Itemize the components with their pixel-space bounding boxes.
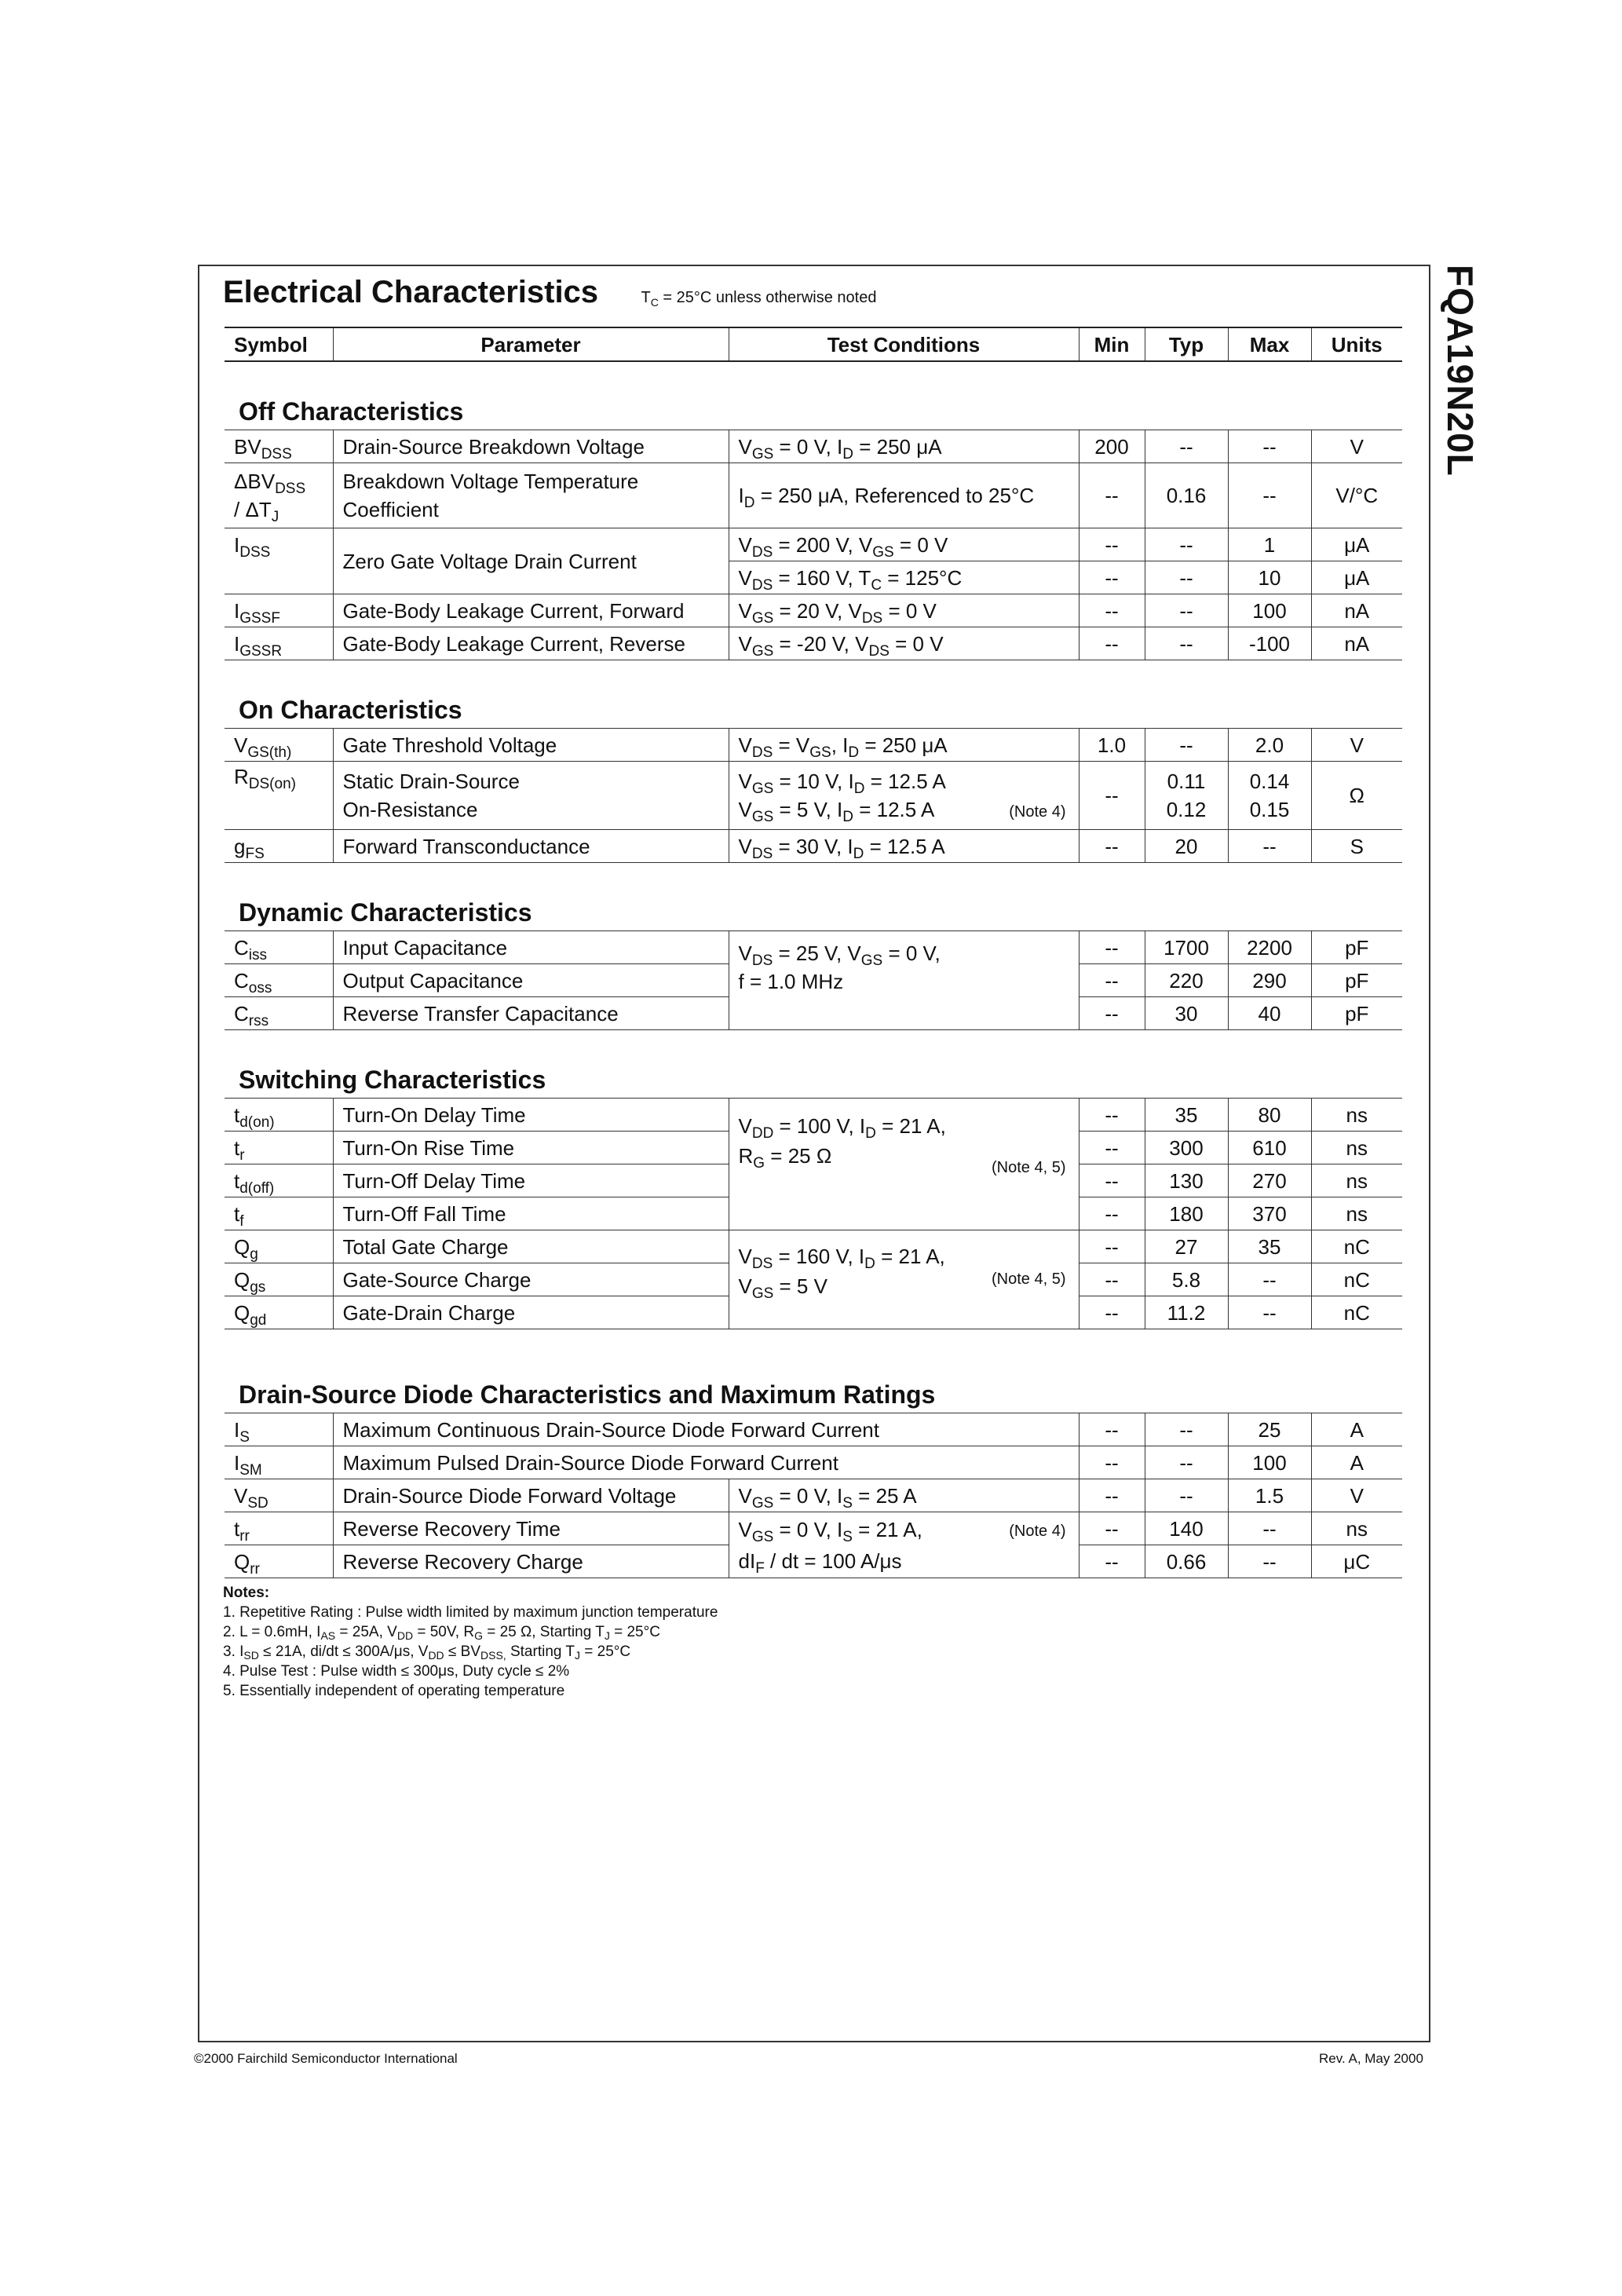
max-cell: 25 <box>1228 1413 1311 1446</box>
min-cell: 1.0 <box>1079 729 1145 762</box>
table-row <box>225 1230 1402 1263</box>
max-cell: 1.5 <box>1228 1479 1311 1512</box>
symbol-cell: $Q_g$ <box>225 1230 333 1263</box>
min-cell: -- <box>1079 1099 1145 1132</box>
unit-cell: nC <box>1311 1296 1402 1329</box>
unit-cell: A <box>1311 1413 1402 1446</box>
part-number: FQA19N20L <box>1440 265 1481 477</box>
unit-cell: nC <box>1311 1263 1402 1296</box>
max-cell: -- <box>1228 1263 1311 1296</box>
parameter-cell: Input Capacitance <box>333 931 729 964</box>
section-switching <box>225 1030 1402 1099</box>
parameter-cell: Gate-Body Leakage Current, Forward <box>333 594 729 627</box>
unit-cell: nA <box>1311 627 1402 660</box>
unit-cell: μC <box>1311 1545 1402 1578</box>
unit-cell: ns <box>1311 1164 1402 1197</box>
table-row <box>225 594 1402 627</box>
typ-cell: -- <box>1145 729 1228 762</box>
typ-cell: 11.2 <box>1145 1296 1228 1329</box>
electrical-characteristics-table <box>225 327 1402 1578</box>
symbol-cell: $t_{rr}$ <box>225 1512 333 1545</box>
note-reference: (Note 4) <box>1009 803 1066 821</box>
min-cell: -- <box>1079 931 1145 964</box>
unit-cell: A <box>1311 1446 1402 1479</box>
typ-cell: -- <box>1145 1446 1228 1479</box>
condition-cell: $V_{GS} = 20$ V, $V_{DS} = 0$ V <box>729 594 1079 627</box>
note-reference: (Note 4, 5) <box>992 1270 1066 1288</box>
parameter-cell: Turn-On Rise Time <box>333 1132 729 1164</box>
max-cell: 2200 <box>1228 931 1311 964</box>
table-row <box>225 931 1402 964</box>
min-cell: -- <box>1079 1479 1145 1512</box>
typ-cell: 300 <box>1145 1132 1228 1164</box>
condition-cell: $V_{GS} = 0$ V, $I_S = 25$ A <box>729 1479 1079 1512</box>
min-cell: -- <box>1079 762 1145 830</box>
symbol-cell: $I_S$ <box>225 1413 333 1446</box>
condition-cell: $V_{DS} = 25$ V, $V_{GS} = 0$ V, f = 1.0 MHz <box>729 931 1079 1030</box>
symbol-cell: $t_f$ <box>225 1197 333 1230</box>
parameter-cell: Reverse Recovery Charge <box>333 1545 729 1578</box>
condition-cell: $V_{GS} = 0$ V, $I_D = 250$ μA <box>729 430 1079 463</box>
parameter-cell: Gate-Drain Charge <box>333 1296 729 1329</box>
symbol-cell: $Q_{rr}$ <box>225 1545 333 1578</box>
unit-cell: μA <box>1311 561 1402 594</box>
condition-cell: $V_{DS} = V_{GS}$, $I_D = 250$ μA <box>729 729 1079 762</box>
heading-condition: $T_C = 25^\circ C$ unless otherwise noted <box>641 289 877 309</box>
symbol-cell: $Q_{gd}$ <box>225 1296 333 1329</box>
symbol-cell: $t_r$ <box>225 1132 333 1164</box>
parameter-cell: Turn-Off Fall Time <box>333 1197 729 1230</box>
symbol-cell: $C_{iss}$ <box>225 931 333 964</box>
col-header-symbol: Symbol <box>225 327 333 361</box>
typ-cell: 20 <box>1145 830 1228 863</box>
condition-cell: $V_{GS} = -20$ V, $V_{DS} = 0$ V <box>729 627 1079 660</box>
unit-cell: Ω <box>1311 762 1402 830</box>
unit-cell: ns <box>1311 1512 1402 1545</box>
symbol-cell: $I_{GSSF}$ <box>225 594 333 627</box>
unit-cell: pF <box>1311 997 1402 1030</box>
symbol-cell: $BV_{DSS}$ <box>225 430 333 463</box>
table-row <box>225 528 1402 561</box>
unit-cell: μA <box>1311 528 1402 561</box>
footer-revision: Rev. A, May 2000 <box>1319 2051 1423 2066</box>
symbol-cell: $V_{SD}$ <box>225 1479 333 1512</box>
min-cell: -- <box>1079 1545 1145 1578</box>
symbol-cell: $C_{rss}$ <box>225 997 333 1030</box>
symbol-cell: $I_{GSSR}$ <box>225 627 333 660</box>
typ-cell: -- <box>1145 430 1228 463</box>
min-cell: -- <box>1079 1230 1145 1263</box>
table-row <box>225 627 1402 660</box>
table-row <box>225 430 1402 463</box>
unit-cell: V <box>1311 729 1402 762</box>
section-title: On Characteristics <box>239 696 462 724</box>
parameter-cell: Output Capacitance <box>333 964 729 997</box>
max-cell: -- <box>1228 1512 1311 1545</box>
notes-title: Notes: <box>223 1585 270 1601</box>
section-on <box>225 660 1402 729</box>
parameter-cell: Gate Threshold Voltage <box>333 729 729 762</box>
condition-cell: $V_{DS} = 160$ V, $I_D = 21$ A, $V_{GS} = 5$ V (Note 4, 5) <box>729 1230 1079 1329</box>
table-row <box>225 1413 1402 1446</box>
max-cell: 2.0 <box>1228 729 1311 762</box>
symbol-cell: $Q_{gs}$ <box>225 1263 333 1296</box>
notes-block <box>223 1583 718 1701</box>
max-cell: 610 <box>1228 1132 1311 1164</box>
note-item: 5. Essentially independent of operating temperature <box>223 1683 565 1699</box>
min-cell: -- <box>1079 528 1145 561</box>
min-cell: -- <box>1079 964 1145 997</box>
max-cell: 0.14 0.15 <box>1228 762 1311 830</box>
table-row <box>225 762 1402 830</box>
min-cell: -- <box>1079 1132 1145 1164</box>
note-reference: (Note 4, 5) <box>992 1159 1066 1176</box>
max-cell: 35 <box>1228 1230 1311 1263</box>
min-cell: -- <box>1079 1512 1145 1545</box>
unit-cell: ns <box>1311 1197 1402 1230</box>
max-cell: -- <box>1228 463 1311 528</box>
parameter-cell: Gate-Source Charge <box>333 1263 729 1296</box>
min-cell: -- <box>1079 627 1145 660</box>
unit-cell: nC <box>1311 1230 1402 1263</box>
unit-cell: nA <box>1311 594 1402 627</box>
note-reference: (Note 4) <box>1009 1523 1066 1540</box>
parameter-cell: Drain-Source Diode Forward Voltage <box>333 1479 729 1512</box>
typ-cell: -- <box>1145 528 1228 561</box>
col-header-max: Max <box>1228 327 1311 361</box>
col-header-test-conditions: Test Conditions <box>729 327 1079 361</box>
max-cell: -100 <box>1228 627 1311 660</box>
table-row <box>225 1479 1402 1512</box>
typ-cell: 0.66 <box>1145 1545 1228 1578</box>
typ-cell: 130 <box>1145 1164 1228 1197</box>
section-diode <box>225 1329 1402 1413</box>
min-cell: -- <box>1079 830 1145 863</box>
parameter-cell: Static Drain-Source On-Resistance <box>333 762 729 830</box>
parameter-cell: Drain-Source Breakdown Voltage <box>333 430 729 463</box>
unit-cell: pF <box>1311 964 1402 997</box>
section-title: Dynamic Characteristics <box>239 898 532 927</box>
parameter-cell: Forward Transconductance <box>333 830 729 863</box>
table-header-row <box>225 327 1402 361</box>
typ-cell: 5.8 <box>1145 1263 1228 1296</box>
section-title: Off Characteristics <box>239 397 464 426</box>
parameter-cell: Breakdown Voltage Temperature Coefficient <box>333 463 729 528</box>
min-cell: -- <box>1079 1197 1145 1230</box>
unit-cell: ns <box>1311 1132 1402 1164</box>
table-row <box>225 729 1402 762</box>
condition-cell: $V_{DS} = 30$ V, $I_D = 12.5$ A <box>729 830 1079 863</box>
section-dynamic <box>225 863 1402 931</box>
min-cell: -- <box>1079 594 1145 627</box>
table-row <box>225 463 1402 528</box>
typ-cell: -- <box>1145 627 1228 660</box>
max-cell: 370 <box>1228 1197 1311 1230</box>
table-row <box>225 1099 1402 1132</box>
parameter-cell: Turn-On Delay Time <box>333 1099 729 1132</box>
col-header-units: Units <box>1311 327 1402 361</box>
min-cell: 200 <box>1079 430 1145 463</box>
col-header-min: Min <box>1079 327 1145 361</box>
parameter-cell: Gate-Body Leakage Current, Reverse <box>333 627 729 660</box>
note-item: 1. Repetitive Rating : Pulse width limited by maximum junction temperature <box>223 1604 718 1621</box>
min-cell: -- <box>1079 1413 1145 1446</box>
parameter-cell: Maximum Pulsed Drain-Source Diode Forward Current <box>333 1446 1079 1479</box>
min-cell: -- <box>1079 1263 1145 1296</box>
min-cell: -- <box>1079 1296 1145 1329</box>
condition-cell: $V_{GS} = 10$ V, $I_D = 12.5$ A $V_{GS} = 5$ V, $I_D = 12.5$ A (Note 4) <box>729 762 1079 830</box>
condition-cell: $V_{DS} = 160$ V, $T_C = 125^\circ C$ <box>729 561 1079 594</box>
min-cell: -- <box>1079 561 1145 594</box>
symbol-cell: $I_{SM}$ <box>225 1446 333 1479</box>
unit-cell: V <box>1311 1479 1402 1512</box>
max-cell: 290 <box>1228 964 1311 997</box>
min-cell: -- <box>1079 1164 1145 1197</box>
page-heading <box>223 275 876 310</box>
symbol-cell: $t_{d(on)}$ <box>225 1099 333 1132</box>
max-cell: 80 <box>1228 1099 1311 1132</box>
heading-title: Electrical Characteristics <box>223 275 599 309</box>
symbol-cell: $R_{DS(on)}$ <box>225 762 333 830</box>
note-item: 2. L = 0.6mH, $I_{AS} = 25A$, $V_{DD} = 50V$, $R_G = 25$ Ω, Starting $T_J = 25^\circ C$ <box>223 1624 660 1642</box>
min-cell: -- <box>1079 1446 1145 1479</box>
max-cell: 100 <box>1228 594 1311 627</box>
typ-cell: -- <box>1145 561 1228 594</box>
typ-cell: -- <box>1145 1479 1228 1512</box>
unit-cell: S <box>1311 830 1402 863</box>
typ-cell: 0.16 <box>1145 463 1228 528</box>
note-item: 4. Pulse Test : Pulse width ≤ 300μs, Duty cycle ≤ 2% <box>223 1663 570 1680</box>
typ-cell: -- <box>1145 594 1228 627</box>
condition-cell: $I_D = 250$ μA, Referenced to 25°C <box>729 463 1079 528</box>
unit-cell: ns <box>1311 1099 1402 1132</box>
condition-cell: $V_{DD} = 100$ V, $I_D = 21$ A, $R_G = 25$ Ω (Note 4, 5) <box>729 1099 1079 1230</box>
parameter-cell: Turn-Off Delay Time <box>333 1164 729 1197</box>
symbol-cell: $t_{d(off)}$ <box>225 1164 333 1197</box>
col-header-parameter: Parameter <box>333 327 729 361</box>
symbol-cell: $V_{GS(th)}$ <box>225 729 333 762</box>
min-cell: -- <box>1079 463 1145 528</box>
max-cell: 1 <box>1228 528 1311 561</box>
max-cell: 270 <box>1228 1164 1311 1197</box>
typ-cell: 180 <box>1145 1197 1228 1230</box>
unit-cell: V <box>1311 430 1402 463</box>
typ-cell: 0.11 0.12 <box>1145 762 1228 830</box>
unit-cell: V/°C <box>1311 463 1402 528</box>
max-cell: 40 <box>1228 997 1311 1030</box>
max-cell: 10 <box>1228 561 1311 594</box>
condition-cell: $V_{DS} = 200$ V, $V_{GS} = 0$ V <box>729 528 1079 561</box>
footer-copyright: ©2000 Fairchild Semiconductor International <box>194 2051 458 2066</box>
table-row <box>225 1512 1402 1545</box>
condition-cell: $V_{GS} = 0$ V, $I_S = 21$ A, $dI_F$ / dt = 100 A/μs (Note 4) <box>729 1512 1079 1578</box>
typ-cell: 220 <box>1145 964 1228 997</box>
section-off <box>225 361 1402 430</box>
parameter-cell: Reverse Transfer Capacitance <box>333 997 729 1030</box>
typ-cell: 30 <box>1145 997 1228 1030</box>
parameter-cell: Maximum Continuous Drain-Source Diode Forward Current <box>333 1413 1079 1446</box>
typ-cell: 35 <box>1145 1099 1228 1132</box>
typ-cell: -- <box>1145 1413 1228 1446</box>
max-cell: -- <box>1228 1545 1311 1578</box>
typ-cell: 27 <box>1145 1230 1228 1263</box>
typ-cell: 1700 <box>1145 931 1228 964</box>
parameter-cell: Total Gate Charge <box>333 1230 729 1263</box>
section-title: Switching Characteristics <box>239 1066 546 1094</box>
max-cell: -- <box>1228 830 1311 863</box>
parameter-cell: Zero Gate Voltage Drain Current <box>333 528 729 594</box>
table-row <box>225 1446 1402 1479</box>
symbol-cell: $\Delta BV_{DSS}$ / $\Delta T_J$ <box>225 463 333 528</box>
symbol-cell: $g_{FS}$ <box>225 830 333 863</box>
unit-cell: pF <box>1311 931 1402 964</box>
note-item: 3. $I_{SD} \le 21A$, di/dt ≤ 300A/μs, $V_{DD} \le BV_{DSS,}$ Starting $T_J = 25^\circ C$ <box>223 1643 631 1662</box>
max-cell: -- <box>1228 1296 1311 1329</box>
table-row <box>225 830 1402 863</box>
symbol-cell: $C_{oss}$ <box>225 964 333 997</box>
max-cell: -- <box>1228 430 1311 463</box>
max-cell: 100 <box>1228 1446 1311 1479</box>
col-header-typ: Typ <box>1145 327 1228 361</box>
parameter-cell: Reverse Recovery Time <box>333 1512 729 1545</box>
min-cell: -- <box>1079 997 1145 1030</box>
section-title: Drain-Source Diode Characteristics and Maximum Ratings <box>239 1380 936 1409</box>
typ-cell: 140 <box>1145 1512 1228 1545</box>
symbol-cell: $I_{DSS}$ <box>225 528 333 594</box>
